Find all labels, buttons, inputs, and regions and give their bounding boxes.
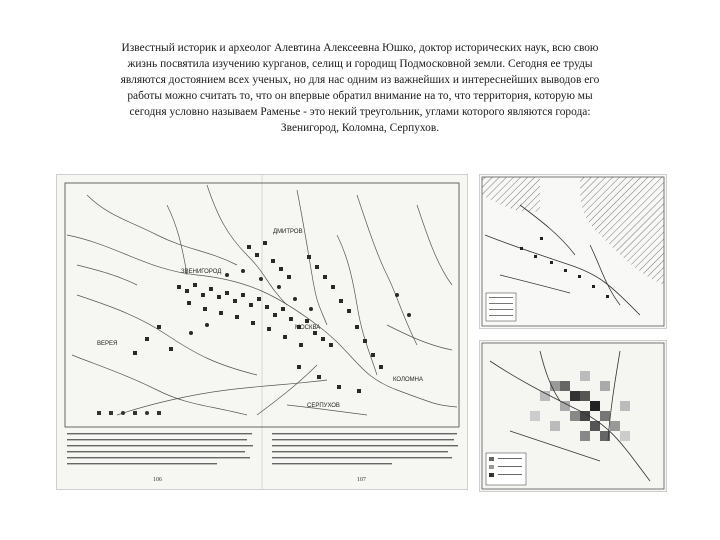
paragraph-line: работы можно считать то, что он впервые обратил внимание на то, что территория, которую мы: [127, 90, 593, 102]
city-label-moscow: МОСКВА: [295, 325, 321, 331]
city-labels: [97, 229, 423, 409]
site-markers: [133, 241, 411, 393]
map-legend: [97, 411, 161, 415]
hatched-map-svg: [480, 175, 666, 328]
paragraph-line: Известный историк и археолог Алевтина Алексеевна Юшко, доктор исторических наук, всю свою: [121, 42, 599, 54]
city-label-vereya: ВЕРЕЯ: [97, 341, 118, 347]
density-map-svg: [480, 341, 666, 491]
main-archaeological-map: [56, 174, 468, 490]
hatched-region-map: [479, 174, 667, 329]
paragraph-line: жизнь посвятила изучению курганов, селищ и городищ Подмосковной земли. Сегодня ее труды: [127, 58, 593, 70]
city-label-dmitrov: ДМИТРОВ: [273, 229, 303, 235]
page-number-left: 106: [153, 477, 162, 483]
main-map-svg: [57, 175, 467, 489]
paragraph-line: сегодня условно называем Раменье - это некий треугольник, углами которого являются города:: [129, 106, 591, 118]
city-label-kolomna: КОЛОМНА: [393, 377, 423, 383]
paragraph-line: являются достоянием всех ученых, но для нас одним из важнейших и интереснейших выводов его: [120, 74, 600, 86]
city-label-serpukhov: СЕРПУХОВ: [307, 403, 340, 409]
city-label-zvenigorod: ЗВЕНИГОРОД: [181, 269, 222, 275]
intro-paragraph: [58, 40, 662, 136]
density-grid-map: [479, 340, 667, 492]
page-number-right: 107: [357, 477, 366, 483]
paragraph-line: Звенигород, Коломна, Серпухов.: [280, 122, 440, 134]
